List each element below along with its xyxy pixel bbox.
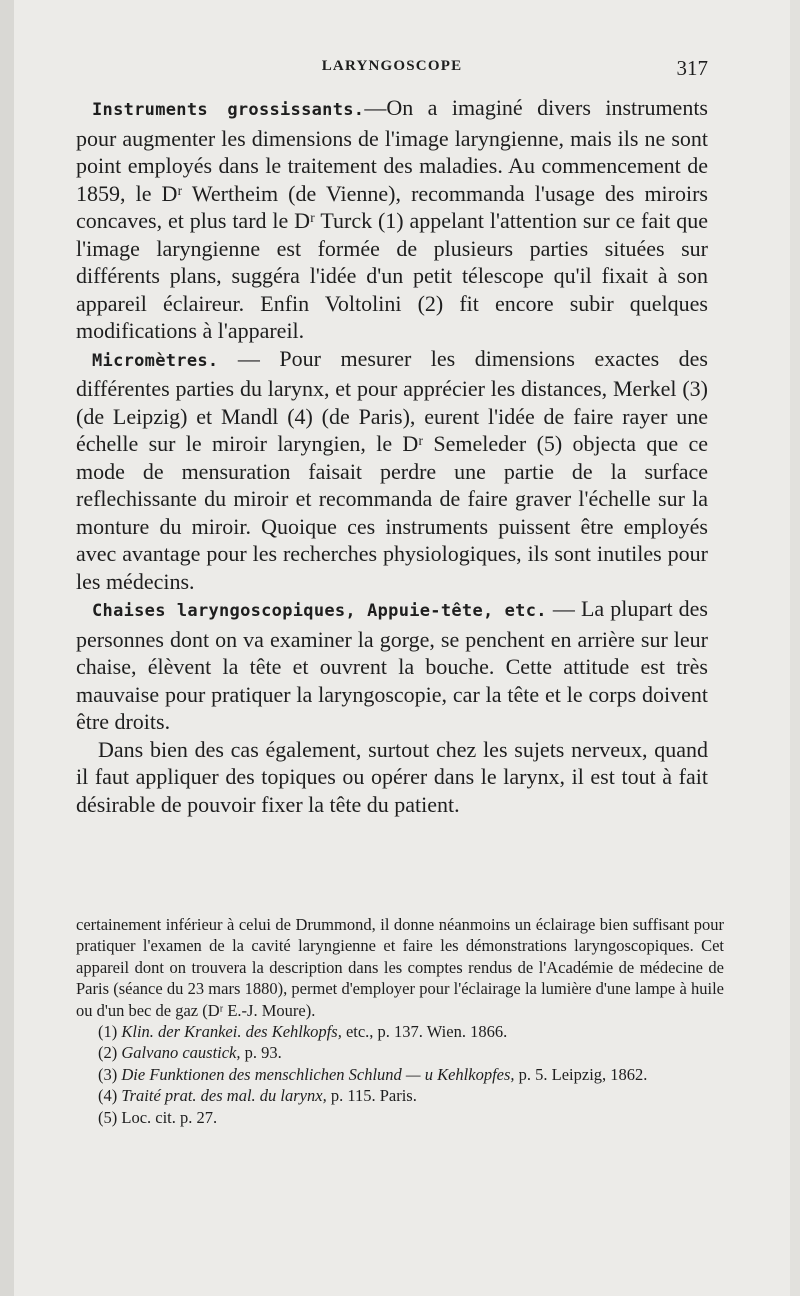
footnote-title: Klin. der Krankei. des Kehlkopfs, (121, 1022, 342, 1042)
footnote-title: Galvano caustick, (121, 1043, 241, 1063)
paragraph-chaises (76, 595, 708, 736)
paragraph-micrometres (76, 345, 708, 596)
footnote-number: (5) (98, 1107, 118, 1127)
footnote-title: Traité prat. des mal. du larynx, (121, 1086, 327, 1106)
footnote-number: (4) (98, 1086, 118, 1106)
running-head (76, 58, 708, 86)
footnote-4 (76, 1085, 724, 1106)
footnote-1 (76, 1021, 724, 1042)
footnote-rest: etc., p. 137. Wien. 1866. (341, 1022, 508, 1042)
paragraph-instruments (76, 94, 708, 345)
footnote-number: (2) (98, 1043, 118, 1063)
footnote-2 (76, 1042, 724, 1063)
page-edge-right (790, 0, 800, 1296)
footnote-rest: Loc. cit. p. 27. (121, 1107, 218, 1127)
paragraph-dans-bien (76, 736, 708, 819)
running-title: LARYNGOSCOPE (321, 58, 463, 74)
footnotes (76, 914, 724, 1128)
footnote-number: (1) (98, 1022, 118, 1042)
footnote-rest: p. 93. (240, 1043, 282, 1063)
paragraph-text: Dans bien des cas également, surtout chez les sujets nerveux, quand il faut appliquer des topiques ou opérer dans le larynx, il est tout à fait désirable de pouvoir fixer la tête du patient. (76, 736, 708, 817)
paragraph-lead: Instruments grossissants. (92, 100, 365, 120)
footnote-number: (3) (98, 1064, 118, 1084)
paragraph-text: — La plupart des personnes dont on va examiner la gorge, se penchent en arrière sur leur chaise, élèvent la tête et ouvrent la bouche. Cette attitude est très mauvaise pour pratiquer la laryngoscopie, car la tête et le corps doivent être droits. (76, 596, 708, 734)
footnote-5 (76, 1107, 724, 1128)
body-text (76, 94, 708, 818)
paragraph-lead: Chaises laryngoscopiques, Appuie-tête, etc. (92, 601, 547, 621)
footnote-3 (76, 1064, 724, 1085)
paragraph-text: — Pour mesurer les dimensions exactes des différentes parties du larynx, et pour apprécier les distances, Merkel (3) (de Leipzig) et Mandl (4) (de Paris), eurent l'idée de faire rayer une échelle sur le miroir laryngien, le Dʳ Semeleder (5) objecta que ce mode de mensuration faisait perdre une partie de la surface reflechissante du miroir et recommanda de faire graver l'échelle sur la monture du miroir. Quoique ces instruments puissent être employés avec avantage pour les recherches physiologiques, ils sont inutiles pour les médecins. (76, 345, 708, 594)
footnote-title: Die Funktionen des menschlichen Schlund — u Kehlkopfes, (121, 1064, 515, 1084)
footnote-rest: p. 115. Paris. (326, 1086, 417, 1106)
footnote-rest: p. 5. Leipzig, 1862. (514, 1064, 648, 1084)
page-number: 317 (676, 56, 708, 80)
footnote-continuation: certainement inférieur à celui de Drummond, il donne néanmoins un éclairage bien suffisant pour pratiquer l'examen de la cavité laryngienne et faire les démonstrations laryngoscopiques. Cet appareil dont on trouvera la description dans les comptes rendus de l'Académie de médecine de Paris (séance du 23 mars 1880), permet d'employer pour l'éclairage la lumière d'une lampe à huile ou d'un bec de gaz (Dʳ E.-J. Moure). (76, 915, 724, 1020)
paragraph-text: —On a imaginé divers instruments pour augmenter les dimensions de l'image laryngienne, mais ils ne sont point employés dans le traitement des maladies. Au commencement de 1859, le Dʳ Wertheim (de Vienne), recommanda l'usage des miroirs concaves, et plus tard le Dʳ Turck (1) appelant l'attention sur ce fait que l'image laryngienne est formée de plusieurs parties situées sur différents plans, suggéra l'idée d'un petit télescope qu'il fixait à son appareil éclaireur. Enfin Voltolini (2) fit encore subir quelques modifications à l'appareil. (76, 95, 708, 343)
page-edge-left (0, 0, 14, 1296)
paragraph-lead: Micromètres. (92, 350, 219, 371)
